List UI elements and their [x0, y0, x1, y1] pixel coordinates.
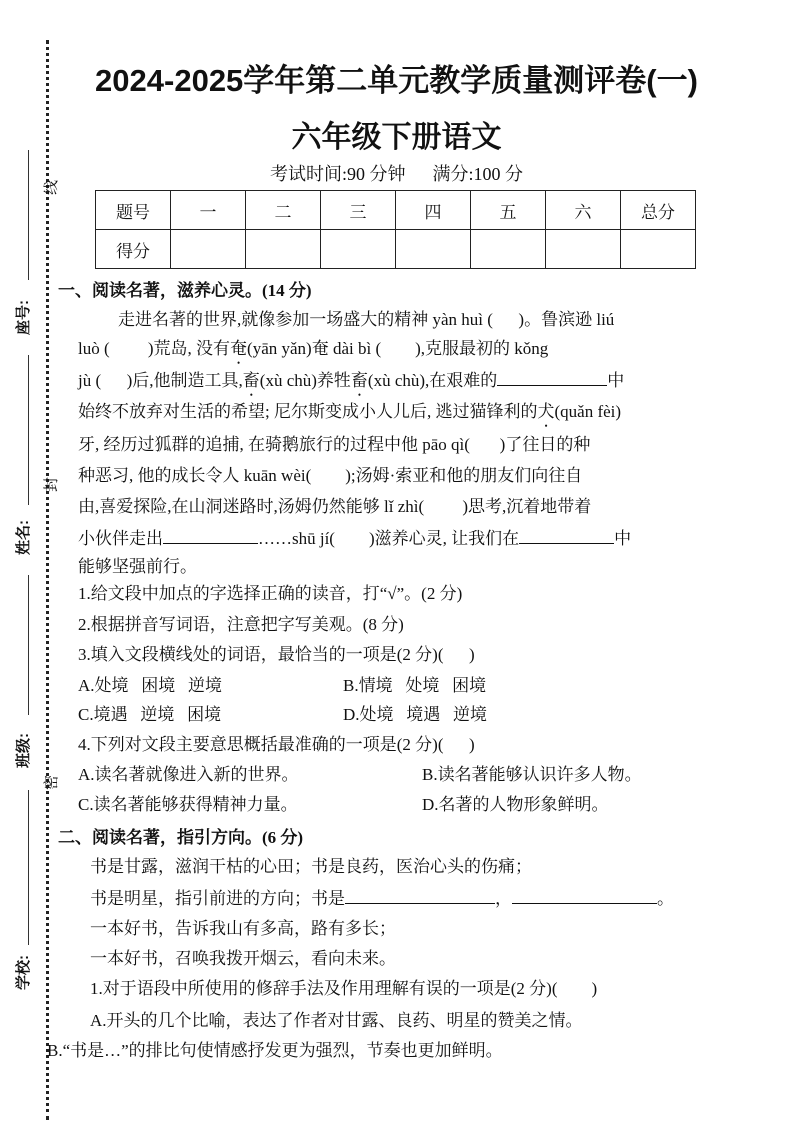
question-3: 3.填入文段横线处的词语，最恰当的一项是(2 分)( ): [78, 645, 475, 664]
line-mark: 线: [43, 179, 60, 195]
name-blank-line: [28, 355, 29, 505]
q4-option-c[interactable]: C.读名著能够获得精神力量。: [78, 795, 298, 814]
s2-q1-option-b[interactable]: B.“书是…”的排比句使情感抒发更为强烈，节奏也更加鲜明。: [47, 1041, 503, 1060]
score-cell[interactable]: [621, 230, 696, 269]
header-cell: 一: [171, 191, 246, 230]
section2-heading: 二、阅读名著，指引方向。(6 分): [58, 828, 304, 847]
seat-label: 座号:: [15, 300, 32, 335]
score-cell[interactable]: [546, 230, 621, 269]
header-cell: 四: [396, 191, 471, 230]
header-cell: 五: [471, 191, 546, 230]
header-cell: 三: [321, 191, 396, 230]
poem-line: 一本好书，召唤我拨开烟云，看向未来。: [90, 949, 396, 968]
score-row: [96, 230, 696, 269]
fill-blank[interactable]: [497, 369, 607, 386]
score-cell[interactable]: [246, 230, 321, 269]
question-4: 4.下列对文段主要意思概括最准确的一项是(2 分)( ): [78, 735, 475, 754]
score-table: [95, 190, 696, 269]
para-line: 走进名著的世界,就像参加一场盛大的精神 yàn huì ( )。鲁滨逊 liú: [118, 310, 615, 329]
exam-info: 考试时间:90 分钟 满分:100 分: [269, 164, 523, 184]
fill-blank[interactable]: [163, 527, 258, 544]
fill-blank[interactable]: [345, 887, 495, 904]
poem-line: 书是明星，指引前进的方向；书是 ， 。: [90, 889, 674, 908]
para-line: 由,喜爱探险,在山洞迷路时,汤姆仍然能够 lǐ zhì( )思考,沉着地带着: [78, 497, 592, 516]
fill-blank[interactable]: [519, 527, 614, 544]
para-line: 种恶习, 他的成长令人 kuān wèi( );汤姆·索亚和他的朋友们向往自: [78, 466, 583, 485]
q4-option-b[interactable]: B.读名著能够认识许多人物。: [422, 765, 642, 784]
binding-dotted-line: [46, 40, 49, 1120]
header-cell: 总分: [621, 191, 696, 230]
para-line: jù ( )后,他制造工具,畜(xù chù)养牲畜(xù chù),在艰难的 中: [78, 371, 625, 390]
fill-blank[interactable]: [512, 887, 657, 904]
poem-line: 一本好书，告诉我山有多高，路有多长；: [90, 919, 396, 938]
q4-option-a[interactable]: A.读名著就像进入新的世界。: [78, 765, 299, 784]
score-cell[interactable]: [321, 230, 396, 269]
para-line: 牙, 经历过狐群的追捕, 在骑鹅旅行的过程中他 pāo qì( )了往日的种: [78, 435, 591, 454]
score-cell[interactable]: [396, 230, 471, 269]
q4-option-d[interactable]: D.名著的人物形象鲜明。: [422, 795, 609, 814]
secret-mark: 密: [43, 774, 60, 790]
question-2: 2.根据拼音写词语，注意把字写美观。(8 分): [78, 615, 404, 634]
q3-option-a[interactable]: A.处境 困境 逆境: [78, 676, 223, 695]
header-cell: 二: [246, 191, 321, 230]
school-blank-line: [28, 790, 29, 945]
para-line: 能够坚强前行。: [78, 557, 197, 576]
section1-heading: 一、阅读名著，滋养心灵。(14 分): [58, 281, 312, 300]
exam-subtitle: 六年级下册语文: [291, 121, 502, 154]
q3-option-b[interactable]: B.情境 处境 困境: [343, 676, 487, 695]
class-label: 班级:: [15, 733, 32, 768]
name-label: 姓名:: [15, 520, 32, 555]
score-cell[interactable]: [171, 230, 246, 269]
score-label: 得分: [96, 230, 171, 269]
para-line: 始终不放弃对生活的希望; 尼尔斯变成小人儿后, 逃过猫锋利的犬(quǎn fèi): [78, 402, 622, 421]
para-line: 小伙伴走出 ……shū jí( )滋养心灵, 让我们在 中: [78, 529, 632, 548]
q3-option-c[interactable]: C.境遇 逆境 困境: [78, 705, 222, 724]
score-table-header: [96, 191, 696, 230]
question-1: 1.给文段中加点的字选择正确的读音，打“√”。(2 分): [78, 584, 463, 603]
poem-line: 书是甘露，滋润干枯的心田；书是良药，医治心头的伤痛；: [90, 857, 532, 876]
score-cell[interactable]: [471, 230, 546, 269]
q3-option-d[interactable]: D.处境 境遇 逆境: [343, 705, 488, 724]
header-cell: 题号: [96, 191, 171, 230]
s2-q1-option-a[interactable]: A.开头的几个比喻，表达了作者对甘露、良药、明星的赞美之情。: [90, 1011, 583, 1030]
school-label: 学校:: [15, 955, 32, 990]
class-blank-line: [28, 575, 29, 715]
exam-title: 2024-2025学年第二单元教学质量测评卷(一): [95, 63, 698, 98]
para-line: luò ( )荒岛, 没有奄(yān yǎn)奄 dài bì ( ),克服最初的 kǒng: [78, 339, 549, 358]
s2-question-1: 1.对于语段中所使用的修辞手法及作用理解有误的一项是(2 分)( ): [90, 979, 598, 998]
seal-mark: 封: [43, 476, 60, 492]
header-cell: 六: [546, 191, 621, 230]
